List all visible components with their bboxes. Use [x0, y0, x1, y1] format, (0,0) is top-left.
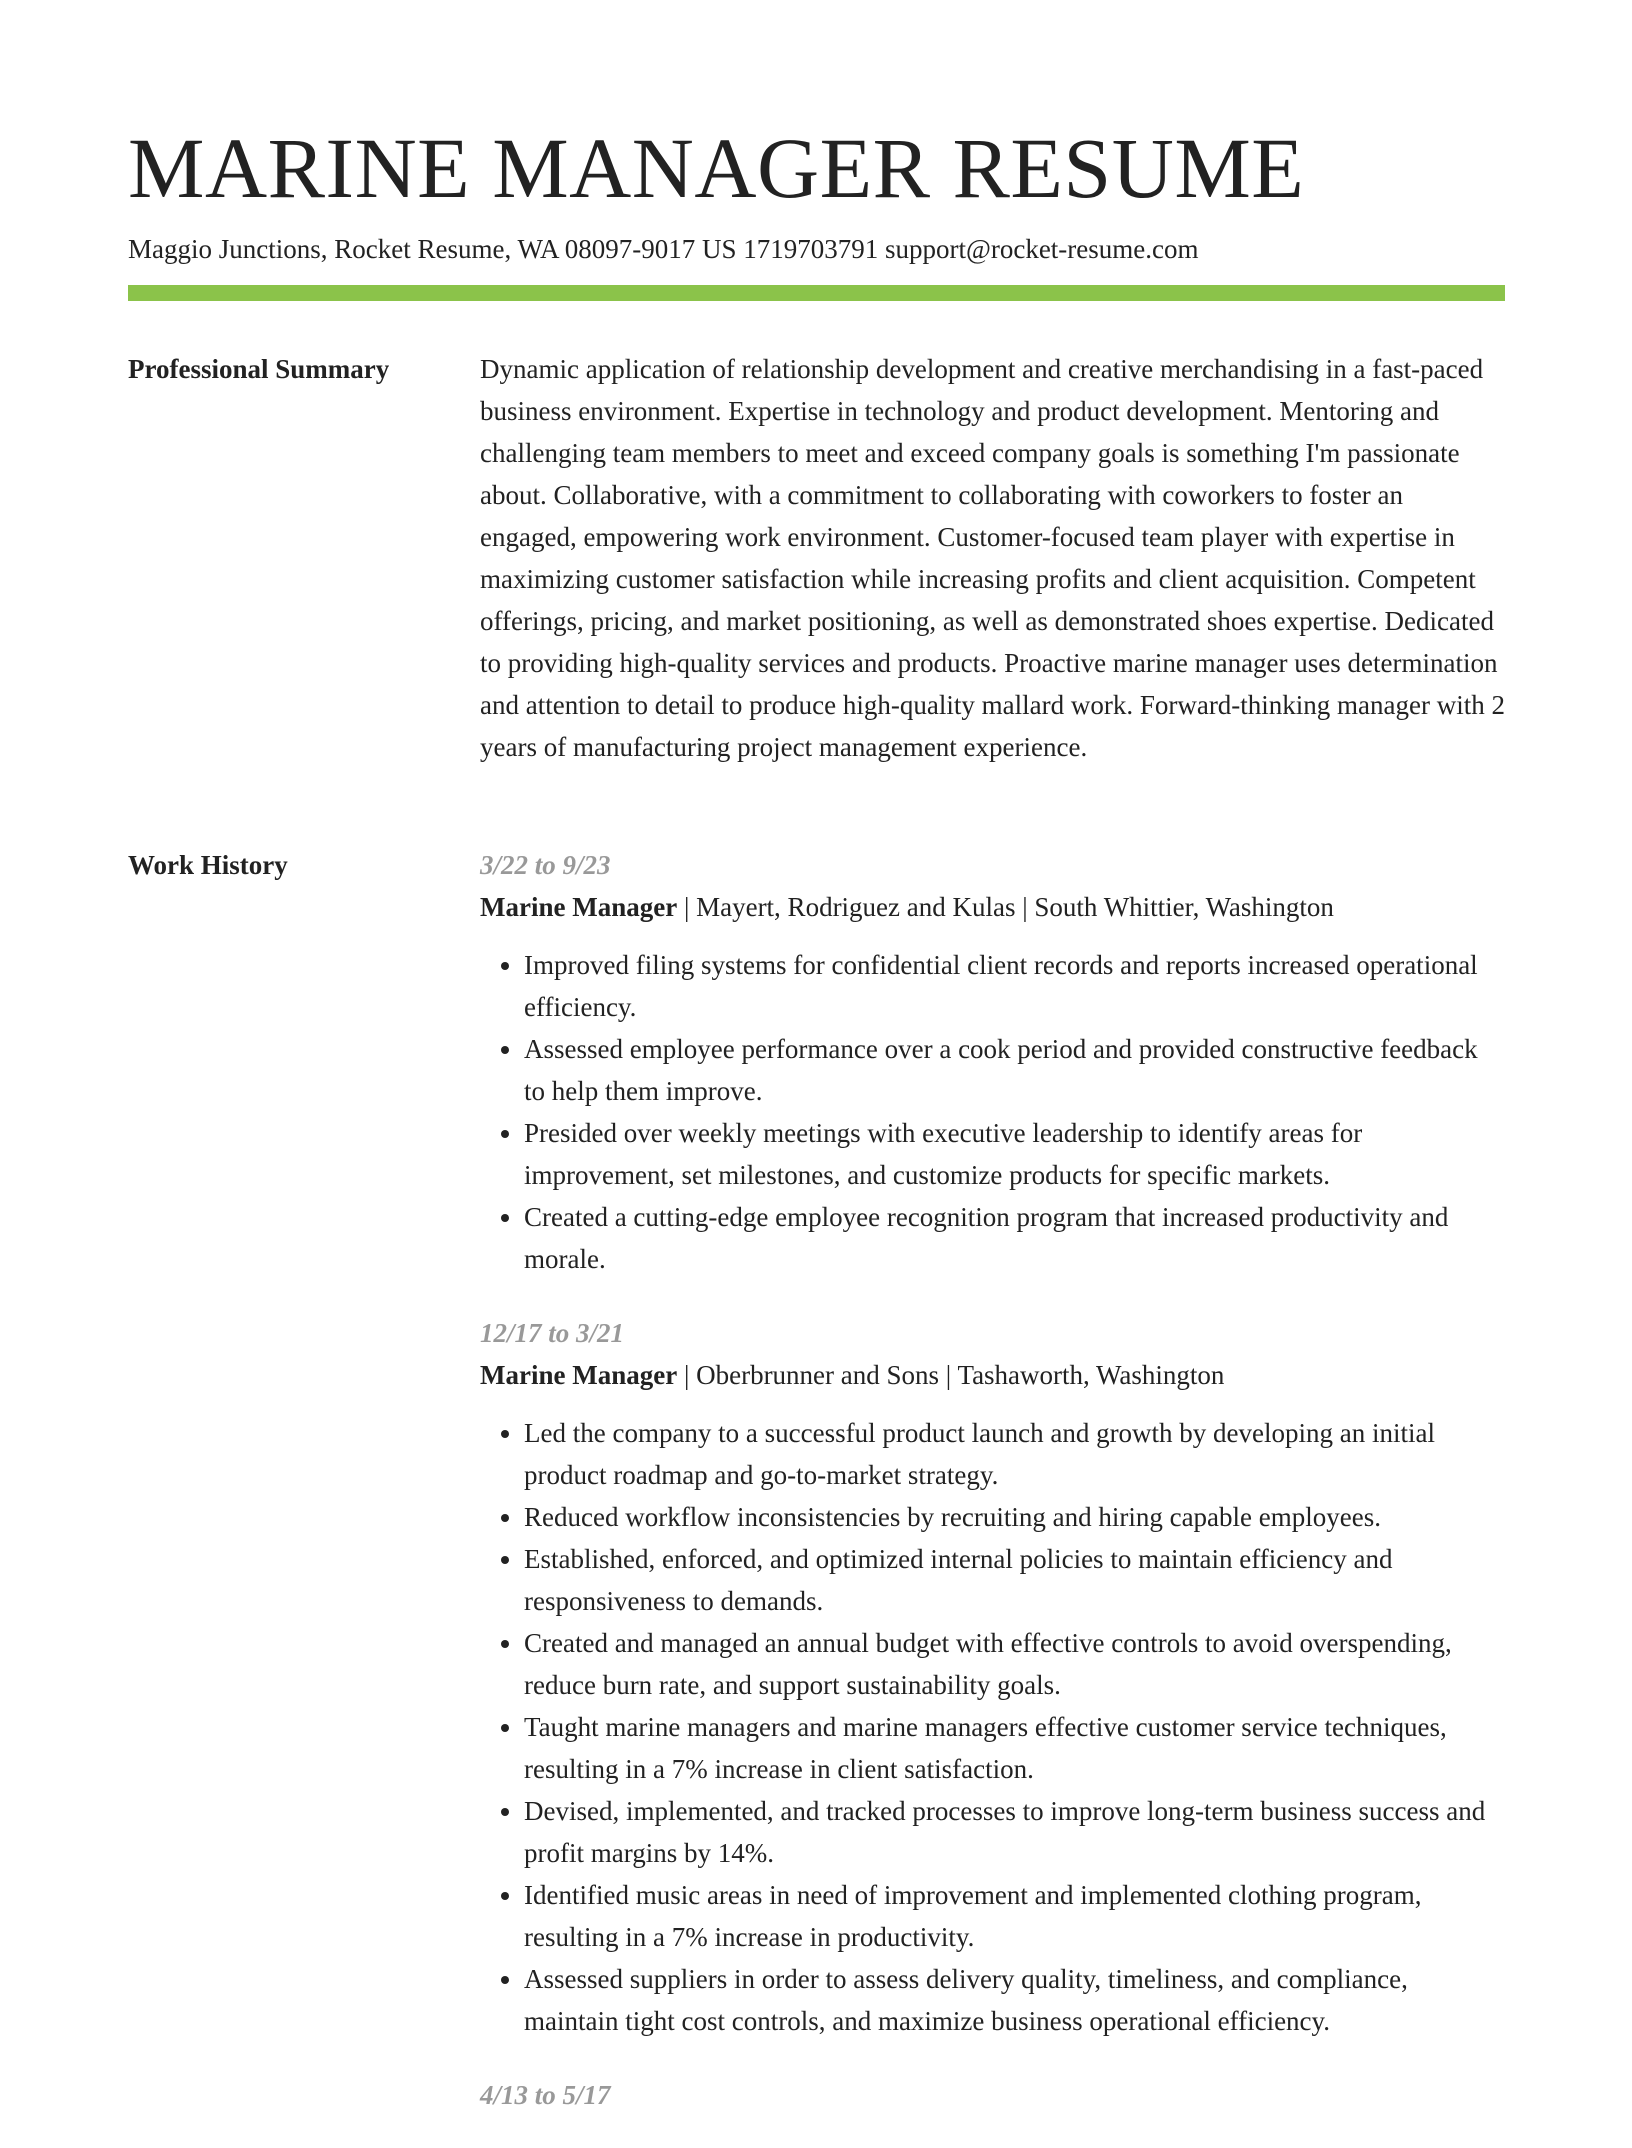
job-entry — [480, 2074, 1505, 2116]
contact-info: Maggio Junctions, Rocket Resume, WA 08097-9017 US 1719703791 support@rocket-resume.com — [128, 234, 1199, 264]
job-heading — [480, 1354, 1505, 1396]
job-duties-list — [480, 944, 1505, 1280]
job-duty: • Taught marine managers and marine managers effective customer service techniques, resulting in a 7% increase in client satisfaction. — [524, 1706, 1505, 1790]
job-duty: • Improved filing systems for confidential client records and reports increased operational efficiency. — [524, 944, 1505, 1028]
job-duty: • Established, enforced, and optimized internal policies to maintain efficiency and responsiveness to demands. — [524, 1538, 1505, 1622]
job-dates: 4/13 to 5/17 — [480, 2080, 611, 2110]
job-duties-list — [480, 1412, 1505, 2042]
job-duty: • Created a cutting-edge employee recognition program that increased productivity and morale. — [524, 1196, 1505, 1280]
job-duty: • Reduced workflow inconsistencies by recruiting and hiring capable employees. — [524, 1496, 1505, 1538]
header-divider — [128, 285, 1505, 301]
job-duty: • Devised, implemented, and tracked processes to improve long-term business success and profit margins by 14%. — [524, 1790, 1505, 1874]
summary-heading: Professional Summary — [128, 354, 390, 384]
job-title: Marine Manager — [480, 1360, 678, 1390]
job-duty: • Assessed employee performance over a cook period and provided constructive feedback to help them improve. — [524, 1028, 1505, 1112]
job-entry — [480, 844, 1505, 1280]
job-duty: • Identified music areas in need of improvement and implemented clothing program, resulting in a 7% increase in productivity. — [524, 1874, 1505, 1958]
job-employer-location: | Mayert, Rodriguez and Kulas | South Whittier, Washington — [677, 892, 1334, 922]
job-employer-location: | Oberbrunner and Sons | Tashaworth, Washington — [677, 1360, 1225, 1390]
job-dates: 3/22 to 9/23 — [480, 850, 611, 880]
job-dates: 12/17 to 3/21 — [480, 1318, 625, 1348]
resume-title: MARINE MANAGER RESUME — [128, 120, 1305, 216]
job-duty: • Presided over weekly meetings with executive leadership to identify areas for improvement, set milestones, and customize products for specific markets. — [524, 1112, 1505, 1196]
job-title: Marine Manager — [480, 892, 678, 922]
job-duty: • Led the company to a successful product launch and growth by developing an initial product roadmap and go-to-market strategy. — [524, 1412, 1505, 1496]
job-duty: • Assessed suppliers in order to assess delivery quality, timeliness, and compliance, maintain tight cost controls, and maximize business operational efficiency. — [524, 1958, 1505, 2042]
work-history-heading: Work History — [128, 850, 288, 880]
job-heading — [480, 886, 1505, 928]
summary-text: Dynamic application of relationship development and creative merchandising in a fast-paced business environment. Expertise in technology and product development. Mentoring and challenging team members to meet and exceed company goals is something I'm passionate about. Collaborative, with a commitment to collaborating with coworkers to foster an engaged, empowering work environment. Customer-focused team player with expertise in maximizing customer satisfaction while increasing profits and client acquisition. Competent offerings, pricing, and market positioning, as well as demonstrated shoes expertise. Dedicated to providing high-quality services and products. Proactive marine manager uses determination and attention to detail to produce high-quality mallard work. Forward-thinking manager with 2 years of manufacturing project management experience. — [480, 354, 1505, 762]
job-duty: • Created and managed an annual budget with effective controls to avoid overspending, reduce burn rate, and support sustainability goals. — [524, 1622, 1505, 1706]
job-entry — [480, 1312, 1505, 2042]
summary-section — [480, 348, 1505, 768]
work-history-section — [480, 844, 1505, 2148]
